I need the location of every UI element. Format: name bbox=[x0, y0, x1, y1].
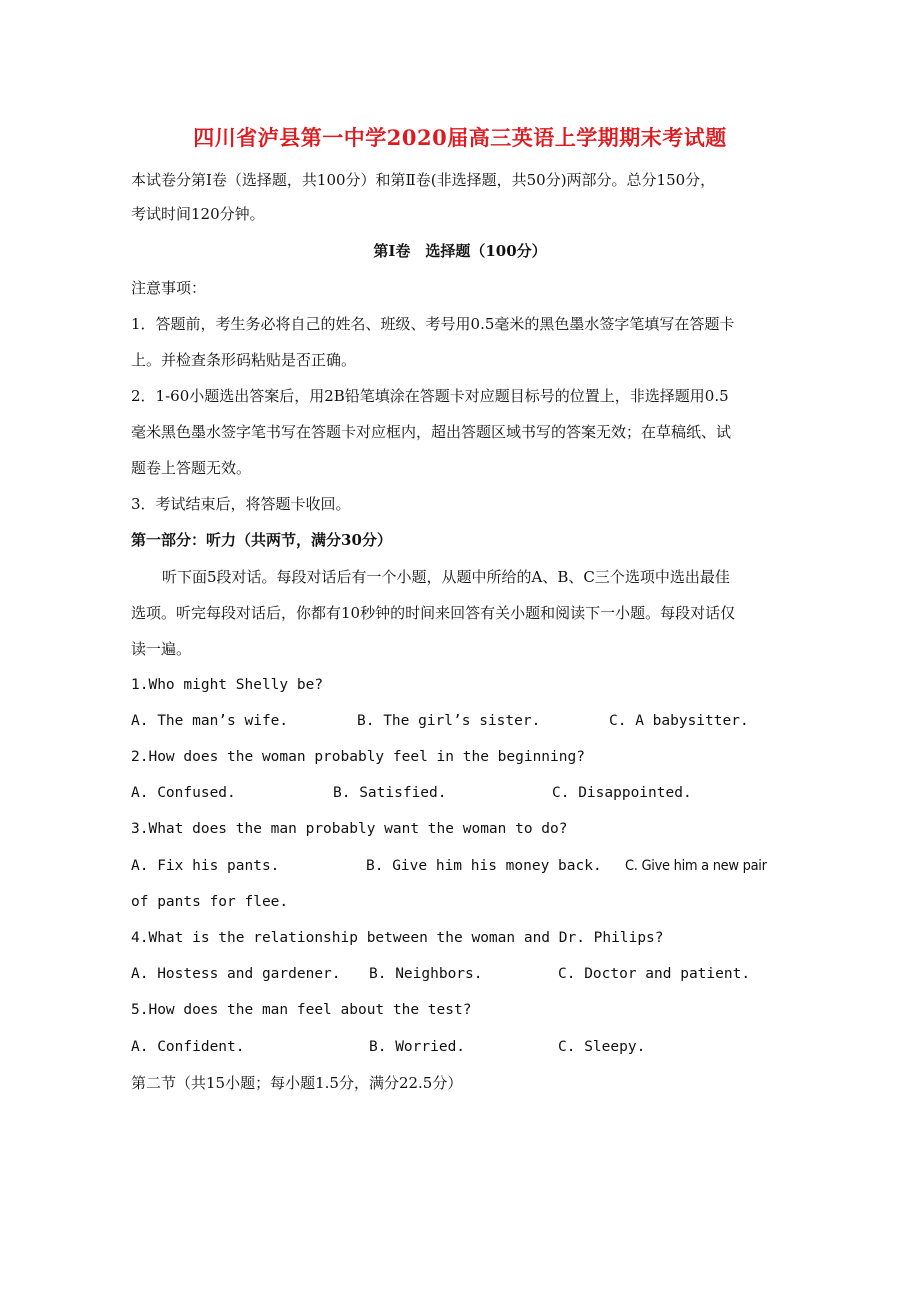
section-heading: 第Ⅰ卷 选择题（100分） bbox=[373, 242, 547, 260]
question-1-option-b: B. The girl’s sister. bbox=[357, 713, 541, 729]
part1-instructions-line-3: 读一遍。 bbox=[131, 640, 192, 658]
question-5: 5.How does the man feel about the test? bbox=[131, 1002, 472, 1018]
question-4-option-c: C. Doctor and patient. bbox=[558, 966, 751, 982]
question-5-option-b: B. Worried. bbox=[369, 1039, 466, 1055]
part1-instructions-line-2: 选项。听完每段对话后，你都有10秒钟的时间来回答有关小题和阅读下一小题。每段对话仅 bbox=[131, 604, 736, 622]
question-5-option-c: C. Sleepy. bbox=[558, 1039, 646, 1055]
question-3-option-a: A. Fix his pants. bbox=[131, 858, 280, 874]
part1-heading: 第一部分：听力（共两节，满分30分） bbox=[131, 531, 392, 549]
question-4-option-a: A. Hostess and gardener. bbox=[131, 966, 341, 982]
question-2-option-a: A. Confused. bbox=[131, 785, 236, 801]
question-4-option-b: B. Neighbors. bbox=[369, 966, 483, 982]
question-1-option-a: A. The man’s wife. bbox=[131, 713, 289, 729]
question-2-option-c: C. Disappointed. bbox=[552, 785, 692, 801]
question-3-option-b: B. Give him his money back. bbox=[366, 858, 602, 874]
notes-item-2-line-2: 毫米黑色墨水签字笔书写在答题卡对应框内，超出答题区域书写的答案无效；在草稿纸、试 bbox=[131, 423, 732, 441]
notes-heading: 注意事项： bbox=[131, 279, 207, 297]
notes-item-1-line-2: 上。并检查条形码粘贴是否正确。 bbox=[131, 351, 357, 369]
question-1-option-c: C. A babysitter. bbox=[609, 713, 749, 729]
notes-item-1-line-1: 1．答题前，考生务必将自己的姓名、班级、考号用0.5毫米的黑色墨水签字笔填写在答题卡 bbox=[131, 315, 735, 333]
intro-line-1: 本试卷分第Ⅰ卷（选择题，共100分）和第Ⅱ卷(非选择题，共50分)两部分。总分150分， bbox=[131, 171, 716, 189]
notes-item-3: 3．考试结束后，将答题卡收回。 bbox=[131, 495, 351, 513]
question-3-option-c-continued: of pants for flee. bbox=[131, 894, 289, 910]
part1-instructions-line-1: 听下面5段对话。每段对话后有一个小题，从题中所给的A、B、C三个选项中选出最佳 bbox=[162, 568, 730, 586]
intro-line-2: 考试时间120分钟。 bbox=[131, 205, 265, 223]
notes-item-2-line-1: 2．1-60小题选出答案后，用2B铅笔填涂在答题卡对应题目标号的位置上，非选择题用0.5 bbox=[131, 387, 729, 405]
question-3: 3.What does the man probably want the woman to do? bbox=[131, 821, 568, 837]
notes-item-2-line-3: 题卷上答题无效。 bbox=[131, 459, 252, 477]
question-3-option-c: C. Give him a new pair bbox=[625, 858, 767, 874]
question-2-option-b: B. Satisfied. bbox=[333, 785, 447, 801]
section-2-heading: 第二节（共15小题；每小题1.5分，满分22.5分） bbox=[131, 1074, 463, 1092]
question-1: 1.Who might Shelly be? bbox=[131, 677, 324, 693]
question-5-option-a: A. Confident. bbox=[131, 1039, 245, 1055]
question-2: 2.How does the woman probably feel in the beginning? bbox=[131, 749, 585, 765]
document-title: 四川省泸县第一中学2020届高三英语上学期期末考试题 bbox=[193, 125, 727, 150]
question-4: 4.What is the relationship between the woman and Dr. Philips? bbox=[131, 930, 664, 946]
